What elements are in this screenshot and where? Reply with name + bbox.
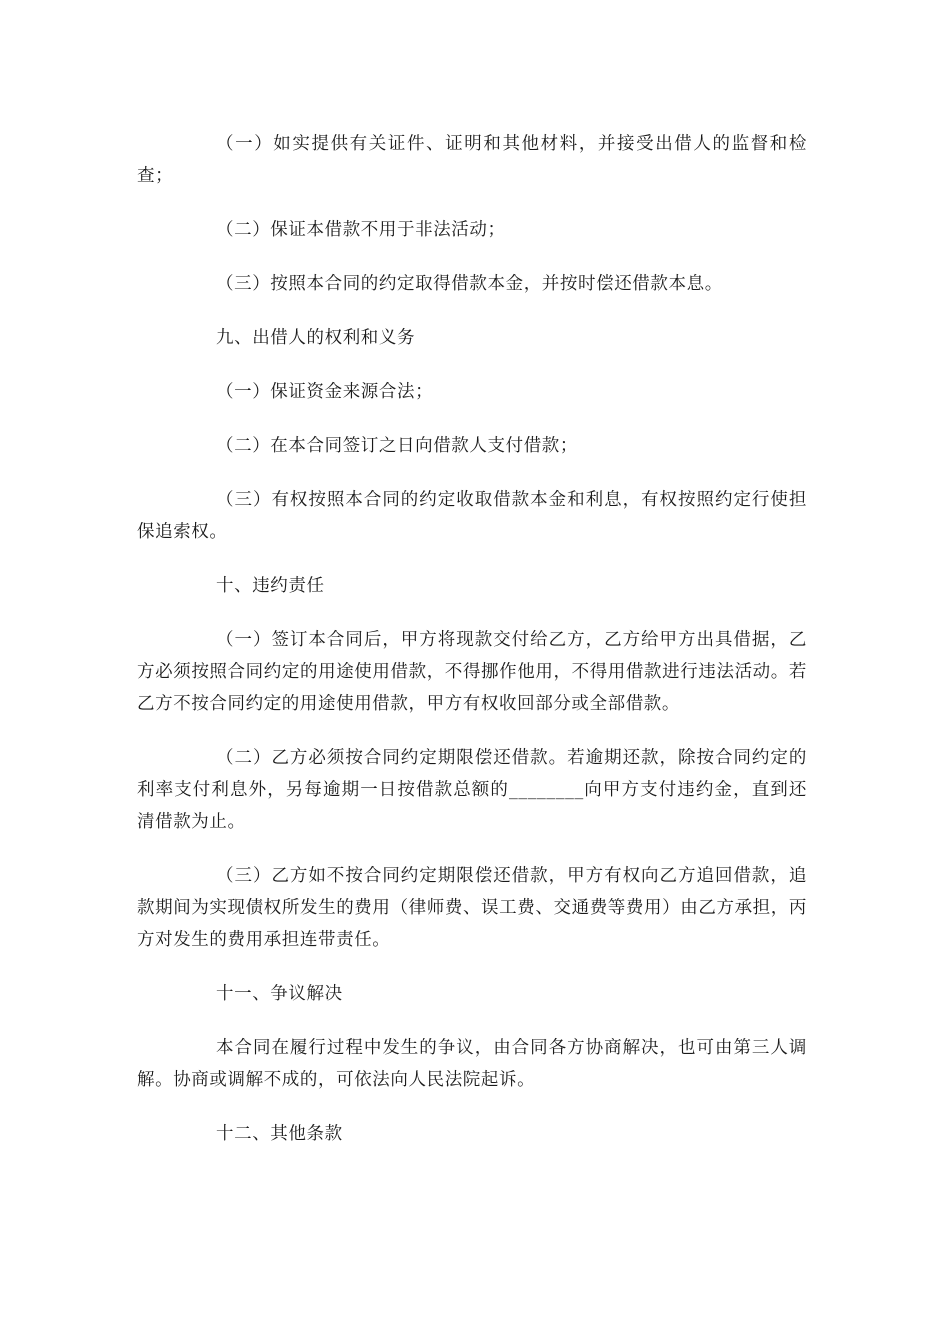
lender-duty-1: （一）保证资金来源合法； <box>216 382 434 402</box>
breach-clause-3: （三）乙方如不按合同约定期限偿还借款，甲方有权向乙方追回借款，追款期间为实现债权所发生的费用（律师费、误工费、交通费等费用）由乙方承担，丙方对发生的费用承担连带责任。 <box>137 866 807 950</box>
lender-duty-2: （二）在本合同签订之日向借款人支付借款； <box>216 436 578 456</box>
section-10-heading: 十、违约责任 <box>216 576 325 596</box>
borrower-duty-1: （一）如实提供有关证件、证明和其他材料，并接受出借人的监督和检查； <box>137 134 807 186</box>
dispute-clause: 本合同在履行过程中发生的争议，由合同各方协商解决，也可由第三人调解。协商或调解不成的，可依法向人民法院起诉。 <box>137 1038 807 1090</box>
borrower-duty-2: （二）保证本借款不用于非法活动； <box>216 220 506 240</box>
breach-clause-1: （一）签订本合同后，甲方将现款交付给乙方，乙方给甲方出具借据，乙方必须按照合同约定的用途使用借款，不得挪作他用，不得用借款进行违法活动。若乙方不按合同约定的用途使用借款，甲方有权收回部分或全部借款。 <box>137 630 807 714</box>
borrower-duty-3: （三）按照本合同的约定取得借款本金，并按时偿还借款本息。 <box>216 274 723 294</box>
section-9-heading: 九、出借人的权利和义务 <box>216 328 416 348</box>
section-12-heading: 十二、其他条款 <box>216 1124 343 1144</box>
breach-clause-2: （二）乙方必须按合同约定期限偿还借款。若逾期还款，除按合同约定的利率支付利息外，另每逾期一日按借款总额的________向甲方支付违约金，直到还清借款为止。 <box>137 748 807 832</box>
lender-duty-3: （三）有权按照本合同的约定收取借款本金和利息，有权按照约定行使担保追索权。 <box>137 490 807 542</box>
section-11-heading: 十一、争议解决 <box>216 984 343 1004</box>
document-page <box>137 128 807 1172</box>
